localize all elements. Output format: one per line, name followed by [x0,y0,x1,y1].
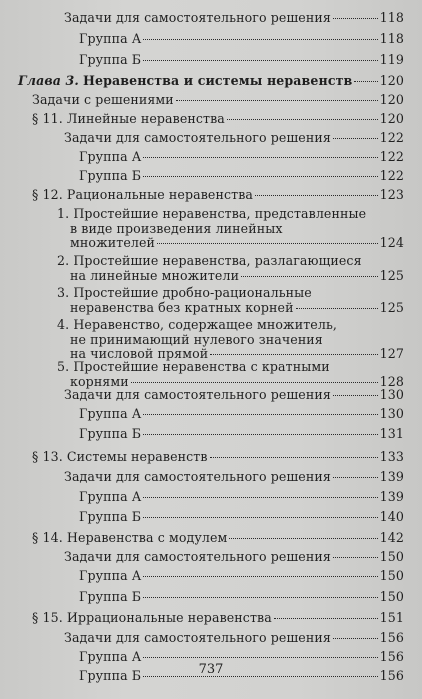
toc-entry [57,254,404,283]
toc-entry-line: 5. Простейшие неравенства с кратными [57,359,330,374]
toc-page-number: 150 [379,568,404,583]
toc-entry-title [79,590,141,605]
toc-entry-title [79,490,141,505]
toc-entry-title [64,131,331,146]
chapter-label: Глава 3. [18,73,79,88]
toc-entry-text: Группа А [79,649,142,664]
toc-entry-text: Группа Б [79,52,142,67]
toc-entry-text: Группа А [79,149,142,164]
toc-entry [64,388,404,403]
dot-leader [333,395,378,396]
toc-page-number: 130 [379,387,404,402]
toc-page-number: 151 [379,610,404,625]
toc-entry-row [32,450,404,465]
toc-page-number: 127 [379,346,404,362]
toc-entry-row [32,112,404,127]
toc-entry-title [70,301,294,316]
toc-entry-row [64,11,404,26]
toc-page-number: 118 [379,31,404,46]
dot-leader [143,597,377,598]
toc-page-number: 156 [379,668,404,683]
toc-entry-row [57,269,404,284]
toc-entry-title [32,531,227,546]
toc-entry-row [64,631,404,646]
toc-page-number: 125 [379,299,404,315]
dot-leader [333,18,378,19]
toc-page-number: 156 [379,649,404,664]
toc-entry-row [79,407,404,422]
toc-entry-text: Задачи для самостоятельного решения [64,387,331,402]
toc-entry-text: на линейные множители [70,267,240,283]
toc-entry-title [32,450,208,465]
toc-entry-text: § 12. Рациональные неравенства [32,187,253,202]
toc-entry [57,318,404,362]
toc-entry-text: Группа Б [79,509,142,524]
toc-entry-title [79,53,141,68]
toc-entry-title [79,407,141,422]
toc-entry [57,286,404,315]
toc-page-number: 156 [379,630,404,645]
toc-entry-title [32,93,174,108]
toc-entry-row [79,427,404,442]
toc-entry [79,427,404,442]
toc-entry-text: Задачи для самостоятельного решения [64,10,331,25]
toc-entry [79,407,404,422]
toc-entry-title [79,569,141,584]
dot-leader [210,354,377,355]
toc-entry [32,112,404,127]
dot-leader [333,138,378,139]
toc-page-number: 142 [379,530,404,545]
toc-page-number: 122 [379,168,404,183]
toc-entry-title [70,269,239,284]
toc-entry [64,470,404,485]
toc-entry-title [32,188,253,203]
toc-page-number: 122 [379,149,404,164]
toc-entry-text: Группа А [79,568,142,583]
toc-entry-text: § 15. Иррациональные неравенства [32,610,272,625]
dot-leader [227,119,378,120]
toc-entry-text: § 13. Системы неравенств [32,449,208,464]
toc-entry [79,150,404,165]
toc-entry-row [79,169,404,184]
toc-entry-title [79,427,141,442]
dot-leader [296,308,378,309]
toc-entry-row [79,32,404,47]
toc-page-number: 120 [379,92,404,107]
toc-entry-line: 4. Неравенство, содержащее множитель, [57,317,338,332]
toc-page-number: 118 [379,10,404,25]
toc-entry [64,11,404,26]
toc-entry [64,550,404,565]
toc-entry-text: § 14. Неравенства с модулем [32,530,228,545]
toc-entry-row [64,470,404,485]
dot-leader [143,157,377,158]
toc-page-number: 131 [379,426,404,441]
toc-page-number: 128 [379,373,404,389]
toc-entry-text: множителей [70,235,156,251]
toc-entry-text: Неравенства и системы неравенств [82,73,353,88]
dot-leader [143,657,377,658]
toc-entry-title [79,150,141,165]
dot-leader [210,457,378,458]
toc-entry-title [64,388,331,403]
toc-entry-row [57,301,404,316]
dot-leader [333,638,378,639]
toc-entry [79,590,404,605]
toc-entry-title [32,112,225,127]
toc-page-number: 124 [379,235,404,251]
toc-entry-text: корнями [70,373,129,389]
toc-page-number: 125 [379,267,404,283]
dot-leader [143,39,377,40]
dot-leader [176,100,378,101]
dot-leader [333,477,378,478]
toc-entry-row [32,611,404,626]
toc-entry-title [79,510,141,525]
dot-leader [143,576,377,577]
toc-entry [32,93,404,108]
toc-page-number: 150 [379,589,404,604]
toc-page-number: 150 [379,549,404,564]
toc-entry-text: неравенства без кратных корней [70,299,294,315]
toc-entry [32,531,404,546]
toc-entry [64,131,404,146]
toc-entry-text: Группа А [79,489,142,504]
toc-entry [79,53,404,68]
dot-leader [241,276,378,277]
toc-page-number: 139 [379,489,404,504]
toc-entry-text: на числовой прямой [70,346,209,362]
toc-entry-line: не принимающий нулевого значения [70,331,323,347]
toc-page-number: 123 [379,187,404,202]
toc-entry-row [79,590,404,605]
toc-entry-text: Задачи для самостоятельного решения [64,549,331,564]
toc-page-number: 130 [379,406,404,421]
dot-leader [143,60,377,61]
toc-entry [79,569,404,584]
toc-entry-title [70,236,155,251]
toc-entry-row [79,150,404,165]
toc-entry-text: Группа Б [79,426,142,441]
toc-entry [79,169,404,184]
toc-entry-row [64,550,404,565]
toc-entry-text: Группа Б [79,168,142,183]
toc-entry [79,32,404,47]
dot-leader [255,195,378,196]
toc-entry-row [32,531,404,546]
toc-entry [79,510,404,525]
toc-entry-title [79,169,141,184]
toc-entry-row [18,74,404,89]
toc-entry-line: в виде произведения линейных [70,220,283,236]
toc-entry-text: Задачи для самостоятельного решения [64,630,331,645]
dot-leader [157,243,378,244]
dot-leader [143,497,377,498]
toc-entry-text: Задачи с решениями [32,92,174,107]
toc-entry-row [64,131,404,146]
toc-entry-title [64,550,331,565]
dot-leader [229,538,377,539]
toc-entry-text: Группа А [79,31,142,46]
toc-entry [32,188,404,203]
toc-entry-title [79,32,141,47]
toc-entry-title [64,11,331,26]
toc-page-number: 119 [379,52,404,67]
toc-entry-line: 3. Простейшие дробно-рациональные [57,285,312,300]
toc-entry-line: 1. Простейшие неравенства, представленные [57,206,367,221]
dot-leader [143,517,377,518]
dot-leader [143,434,377,435]
toc-entry [32,450,404,465]
toc-entry-line: 2. Простейшие неравенства, разлагающиеся [57,253,362,268]
toc-entry-row [79,490,404,505]
toc-entry-title [64,631,331,646]
toc-entry-title [32,611,272,626]
toc-page-number: 133 [379,449,404,464]
toc-entry-row [32,188,404,203]
toc-entry-row [79,53,404,68]
toc-entry-row [64,388,404,403]
toc-entry-row [79,510,404,525]
toc-entry [32,611,404,626]
toc-page-number: 140 [379,509,404,524]
dot-leader [333,557,378,558]
toc-entry-text: Задачи для самостоятельного решения [64,130,331,145]
toc-entry-text: § 11. Линейные неравенства [32,111,225,126]
dot-leader [354,81,377,82]
toc-entry [18,74,404,89]
toc-page-number: 139 [379,469,404,484]
toc-entry [64,631,404,646]
toc-entry-text: Группа А [79,406,142,421]
page-number: 737 [198,662,224,677]
toc-entry-text: Группа Б [79,589,142,604]
toc-entry-title [64,470,331,485]
dot-leader [143,176,377,177]
dot-leader [131,382,378,383]
toc-entry-text: Задачи для самостоятельного решения [64,469,331,484]
dot-leader [274,618,378,619]
toc-entry [79,490,404,505]
toc-entry-title [18,74,352,89]
toc-page-number: 120 [379,73,404,88]
dot-leader [143,414,377,415]
toc-page-number: 122 [379,130,404,145]
toc-entry-row [57,236,404,251]
toc-entry-row [32,93,404,108]
toc-entry [57,207,404,251]
toc-entry-row [79,569,404,584]
toc-entry [57,360,404,389]
toc-page-number: 120 [379,111,404,126]
toc-entry-text: Группа Б [79,668,142,683]
